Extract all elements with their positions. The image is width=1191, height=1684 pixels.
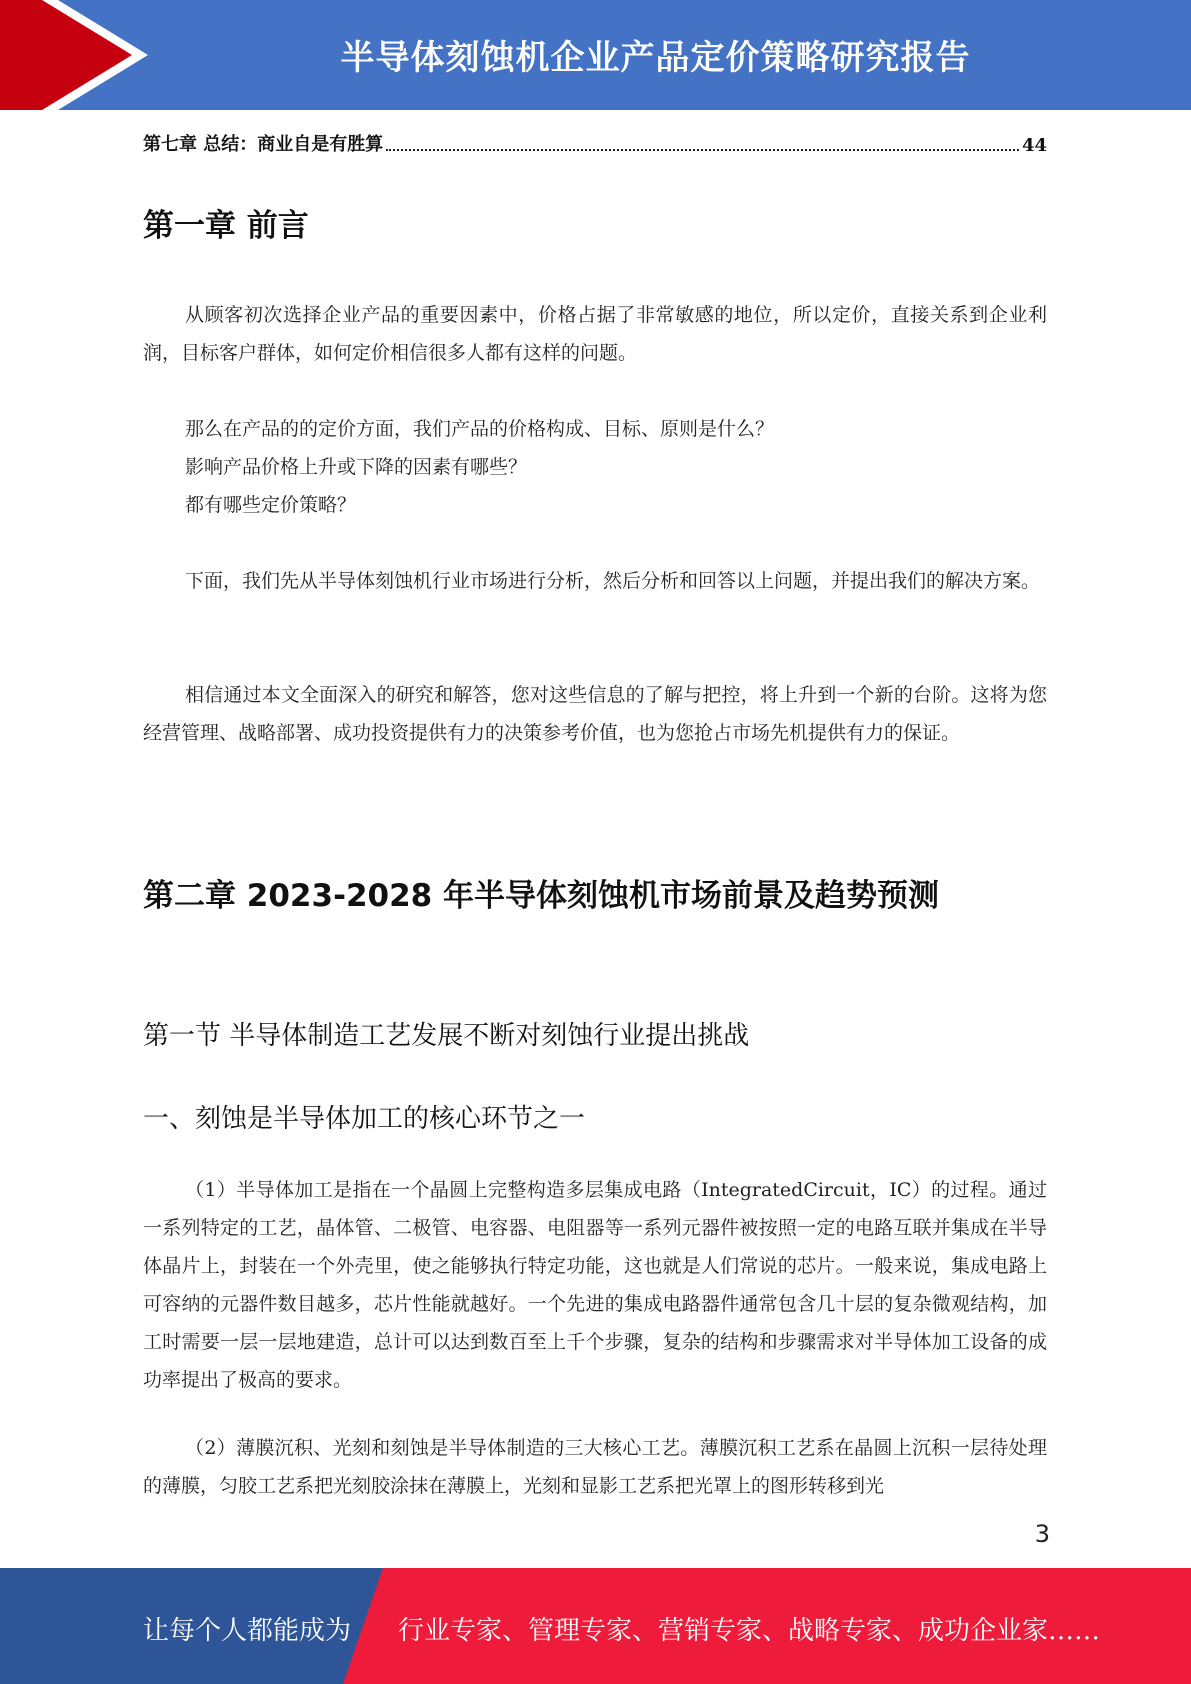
page-number: 3 [1034, 1520, 1050, 1548]
toc-entry-page: 44 [1021, 135, 1047, 156]
chapter-1-paragraph-1: 从顾客初次选择企业产品的重要因素中，价格占据了非常敏感的地位，所以定价，直接关系到企业利润，目标客户群体，如何定价相信很多人都有这样的问题。 [143, 304, 1047, 364]
toc-leader-dots [386, 149, 1019, 151]
page-header [0, 0, 1191, 110]
chapter-1-heading: 第一章 前言 [143, 208, 309, 244]
chapter-1-paragraph-3: 相信通过本文全面深入的研究和解答，您对这些信息的了解与把控，将上升到一个新的台阶。这将为您经营管理、战略部署、成功投资提供有力的决策参考价值，也为您抢占市场先机提供有力的保证。 [143, 684, 1047, 744]
chapter-2-paragraph-2: （2）薄膜沉积、光刻和刻蚀是半导体制造的三大核心工艺。薄膜沉积工艺系在晶圆上沉积一层待处理的薄膜，匀胶工艺系把光刻胶涂抹在薄膜上，光刻和显影工艺系把光罩上的图形转移到光 [143, 1437, 1047, 1497]
question-2: 影响产品价格上升或下降的因素有哪些？ [185, 456, 528, 478]
toc-entry-label: 第七章 总结：商业自是有胜算 [143, 134, 384, 155]
report-title: 半导体刻蚀机企业产品定价策略研究报告 [340, 38, 971, 78]
footer-slogan-left: 让每个人都能成为 [143, 1616, 352, 1646]
question-3: 都有哪些定价策略？ [185, 494, 357, 516]
section-1-heading: 第一节 半导体制造工艺发展不断对刻蚀行业提出挑战 [143, 1021, 750, 1051]
subsection-1-heading: 一、刻蚀是半导体加工的核心环节之一 [143, 1104, 586, 1134]
question-1: 那么在产品的的定价方面，我们产品的价格构成、目标、原则是什么？ [185, 418, 775, 440]
toc-entry[interactable] [143, 130, 1047, 156]
page-footer [0, 1568, 1191, 1684]
footer-slogan-right: 行业专家、管理专家、营销专家、战略专家、成功企业家…… [398, 1616, 1101, 1646]
chapter-2-paragraph-1: （1）半导体加工是指在一个晶圆上完整构造多层集成电路（IntegratedCircuit，IC）的过程。通过一系列特定的工艺，晶体管、二极管、电容器、电阻器等一系列元器件被按照一定的电路互联并集成在半导体晶片上，封装在一个外壳里，使之能够执行特定功能，这也就是人们常说的芯片。一般来说，集成电路上可容纳的元器件数目越多，芯片性能就越好。一个先进的集成电路器件通常包含几十层的复杂微观结构，加工时需要一层一层地建造，总计可以达到数百至上千个步骤，复杂的结构和步骤需求对半导体加工设备的成功率提出了极高的要求。 [143, 1179, 1047, 1391]
chapter-2-heading: 第二章 2023-2028 年半导体刻蚀机市场前景及趋势预测 [143, 878, 940, 914]
chapter-1-paragraph-2: 下面，我们先从半导体刻蚀机行业市场进行分析，然后分析和回答以上问题，并提出我们的解决方案。 [185, 570, 1041, 592]
